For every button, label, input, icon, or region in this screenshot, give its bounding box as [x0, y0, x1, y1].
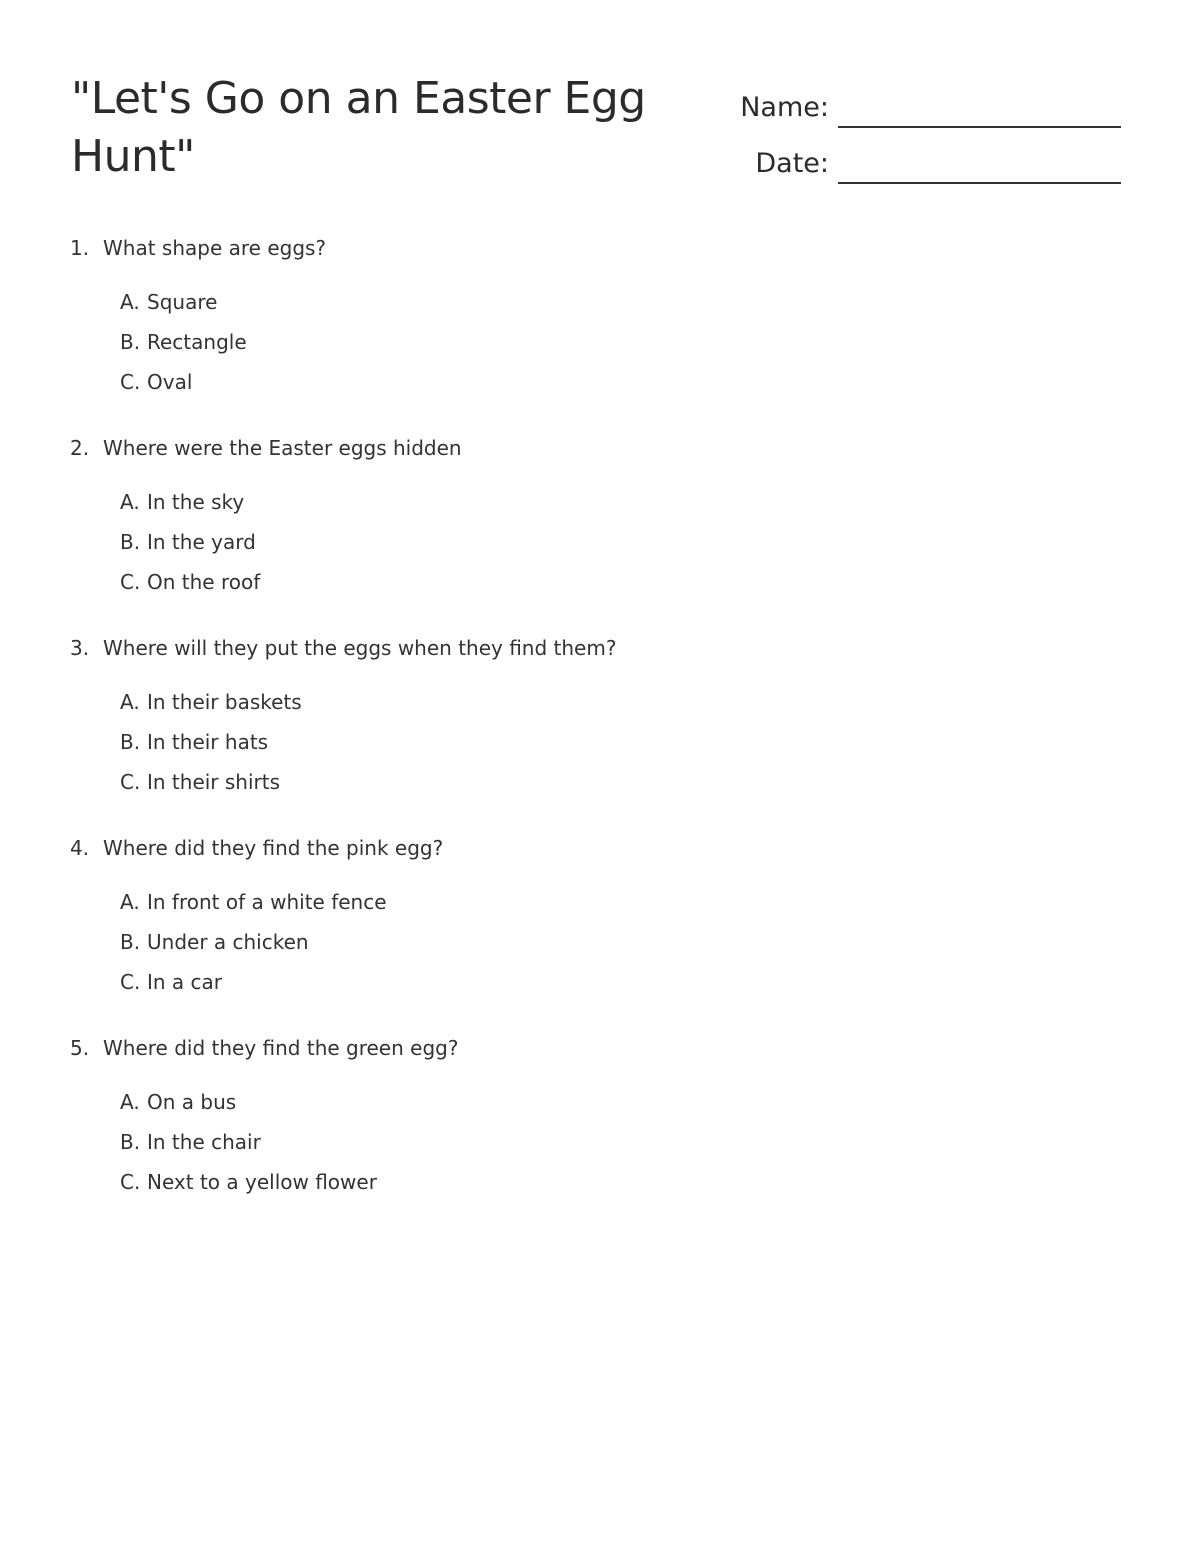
option-letter: B.: [120, 930, 141, 954]
question-number: 4.: [70, 836, 90, 860]
option-text: On the roof: [147, 570, 261, 594]
question-number: 5.: [70, 1036, 90, 1060]
option-text: In their hats: [147, 730, 269, 754]
question-number: 1.: [70, 236, 90, 260]
student-info: [700, 72, 1130, 184]
option-list: [120, 482, 970, 602]
question-1: [70, 230, 970, 430]
option-text: In front of a white fence: [147, 890, 387, 914]
option-item: [120, 1162, 970, 1202]
option-item: [120, 762, 970, 802]
option-letter: A.: [120, 490, 140, 514]
option-text: In the yard: [147, 530, 256, 554]
name-label: Name:: [740, 92, 829, 123]
option-list: [120, 282, 970, 402]
option-item: [120, 322, 970, 362]
option-text: Oval: [147, 370, 193, 394]
option-text: In a car: [147, 970, 223, 994]
option-text: Under a chicken: [147, 930, 309, 954]
question-5: [70, 1030, 970, 1230]
option-text: Square: [147, 290, 218, 314]
question-4: [70, 830, 970, 1030]
option-item: [120, 1082, 970, 1122]
question-number: 3.: [70, 636, 90, 660]
question-row: [70, 1030, 970, 1066]
option-text: In their shirts: [147, 770, 281, 794]
worksheet-title: "Let's Go on an Easter Egg Hunt": [71, 73, 646, 182]
question-text: Where did they find the pink egg?: [103, 836, 444, 860]
option-text: In the sky: [147, 490, 245, 514]
option-letter: C.: [120, 1170, 141, 1194]
option-item: [120, 682, 970, 722]
name-row: [700, 72, 1130, 128]
question-number: 2.: [70, 436, 90, 460]
option-list: [120, 1082, 970, 1202]
option-text: In their baskets: [147, 690, 302, 714]
date-line: [838, 182, 1121, 184]
option-text: Rectangle: [147, 330, 247, 354]
question-text: What shape are eggs?: [103, 236, 327, 260]
date-label: Date:: [755, 148, 829, 179]
question-text: Where did they find the green egg?: [103, 1036, 459, 1060]
option-letter: C.: [120, 970, 141, 994]
option-letter: A.: [120, 890, 140, 914]
option-letter: B.: [120, 730, 141, 754]
question-2: [70, 430, 970, 630]
option-item: [120, 922, 970, 962]
option-letter: A.: [120, 290, 140, 314]
name-line: [838, 126, 1121, 128]
option-text: Next to a yellow flower: [147, 1170, 377, 1194]
option-letter: A.: [120, 690, 140, 714]
option-letter: C.: [120, 570, 141, 594]
question-row: [70, 630, 970, 666]
date-row: [700, 128, 1130, 184]
option-item: [120, 282, 970, 322]
question-text: Where were the Easter eggs hidden: [103, 436, 462, 460]
option-letter: C.: [120, 370, 141, 394]
option-list: [120, 882, 970, 1002]
option-item: [120, 482, 970, 522]
question-text: Where will they put the eggs when they find them?: [103, 636, 617, 660]
question-3: [70, 630, 970, 830]
question-list: [70, 230, 970, 1230]
question-row: [70, 230, 970, 266]
option-item: [120, 362, 970, 402]
option-item: [120, 522, 970, 562]
option-item: [120, 562, 970, 602]
option-letter: A.: [120, 1090, 140, 1114]
option-item: [120, 1122, 970, 1162]
option-item: [120, 962, 970, 1002]
option-list: [120, 682, 970, 802]
option-letter: B.: [120, 1130, 141, 1154]
option-letter: B.: [120, 330, 141, 354]
question-row: [70, 830, 970, 866]
question-row: [70, 430, 970, 466]
option-letter: C.: [120, 770, 141, 794]
option-text: On a bus: [147, 1090, 237, 1114]
option-item: [120, 882, 970, 922]
option-text: In the chair: [147, 1130, 261, 1154]
option-letter: B.: [120, 530, 141, 554]
option-item: [120, 722, 970, 762]
